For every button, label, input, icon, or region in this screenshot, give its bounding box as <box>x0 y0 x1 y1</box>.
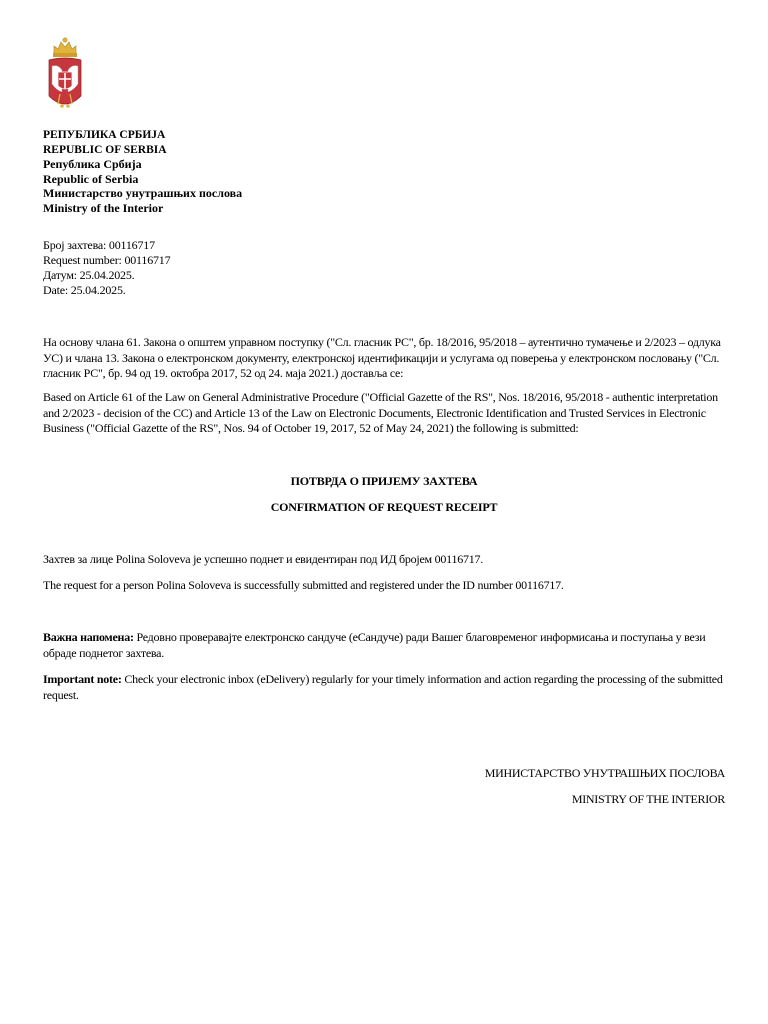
request-date-sr: Датум: 25.04.2025. <box>43 268 135 282</box>
important-note-en <box>43 672 733 703</box>
signature-ministry-en: MINISTRY OF THE INTERIOR <box>571 792 725 806</box>
header-republic-cyrillic-caps: РЕПУБЛИКА СРБИЈА <box>43 129 166 141</box>
header-republic-latin-caps: REPUBLIC OF SERBIA <box>43 143 167 156</box>
signature-ministry-sr: МИНИСТАРСТВО УНУТРАШЊИХ ПОСЛОВА <box>484 766 725 780</box>
confirmation-text-en: The request for a person Polina Soloveva is successfully submitted and registered under the ID number 00116717. <box>43 578 564 592</box>
header-ministry-cyrillic: Министарство унутрашњих послова <box>43 186 243 200</box>
document-title-sr: ПОТВРДА О ПРИЈЕМУ ЗАХТЕВА <box>290 474 478 488</box>
request-meta <box>43 238 170 298</box>
request-date-en: Date: 25.04.2025. <box>43 283 126 297</box>
serbian-coat-of-arms-icon <box>44 34 86 118</box>
document-title-en: CONFIRMATION OF REQUEST RECEIPT <box>270 500 498 514</box>
request-number-sr: Број захтева: 00116717 <box>43 238 155 252</box>
legal-basis-en: Based on Article 61 of the Law on General Administrative Procedure ("Official Gazette of the RS", Nos. 18/2016, 95/2018 - authentic interpretation and 2/2023 - decision of the CC) and Article 13 of the Law on Electronic Documents, Electronic Identification and Trusted Services in Electronic Business ("Official Gazette of the RS", Nos. 94 of October 19, 2017, 52 of May 24, 2021) the following is submitted: <box>43 390 718 435</box>
header-republic-english: Republic of Serbia <box>43 171 139 186</box>
important-note-label-sr: Важна напомена: <box>43 630 134 644</box>
header-republic-cyrillic: Република Србија <box>43 157 142 171</box>
issuer-header <box>43 128 242 215</box>
important-note-label-en: Important note: <box>43 672 122 686</box>
important-note-text-sr: Редовно проверавајте електронско сандуче (еСандуче) ради Вашег благовременог информисања и поступања у вези обраде поднетог захтева. <box>43 630 706 660</box>
request-number-en: Request number: 00116717 <box>43 253 171 267</box>
legal-basis-sr: На основу члана 61. Закона о општем управном поступку ("Сл. гласник РС", бр. 18/2016, 95/2018 – аутентично тумачење и 2/2023 – одлука УС) и члана 13. Закона о електронском документу, електронској идентификацији и услугама од поверења у електронском пословању ("Сл. гласник РС", бр. 94 од 19. октобра 2017, 52 од 24. маја 2021.) доставља се: <box>43 335 721 380</box>
important-note-text-en: Check your electronic inbox (eDelivery) regularly for your timely information and action regarding the processing of the submitted request. <box>43 672 723 702</box>
confirmation-text-sr: Захтев за лице Polina Soloveva је успешно поднет и евидентиран под ИД бројем 00116717. <box>43 552 483 566</box>
header-ministry-english: Ministry of the Interior <box>43 200 164 215</box>
important-note-sr <box>43 630 733 661</box>
